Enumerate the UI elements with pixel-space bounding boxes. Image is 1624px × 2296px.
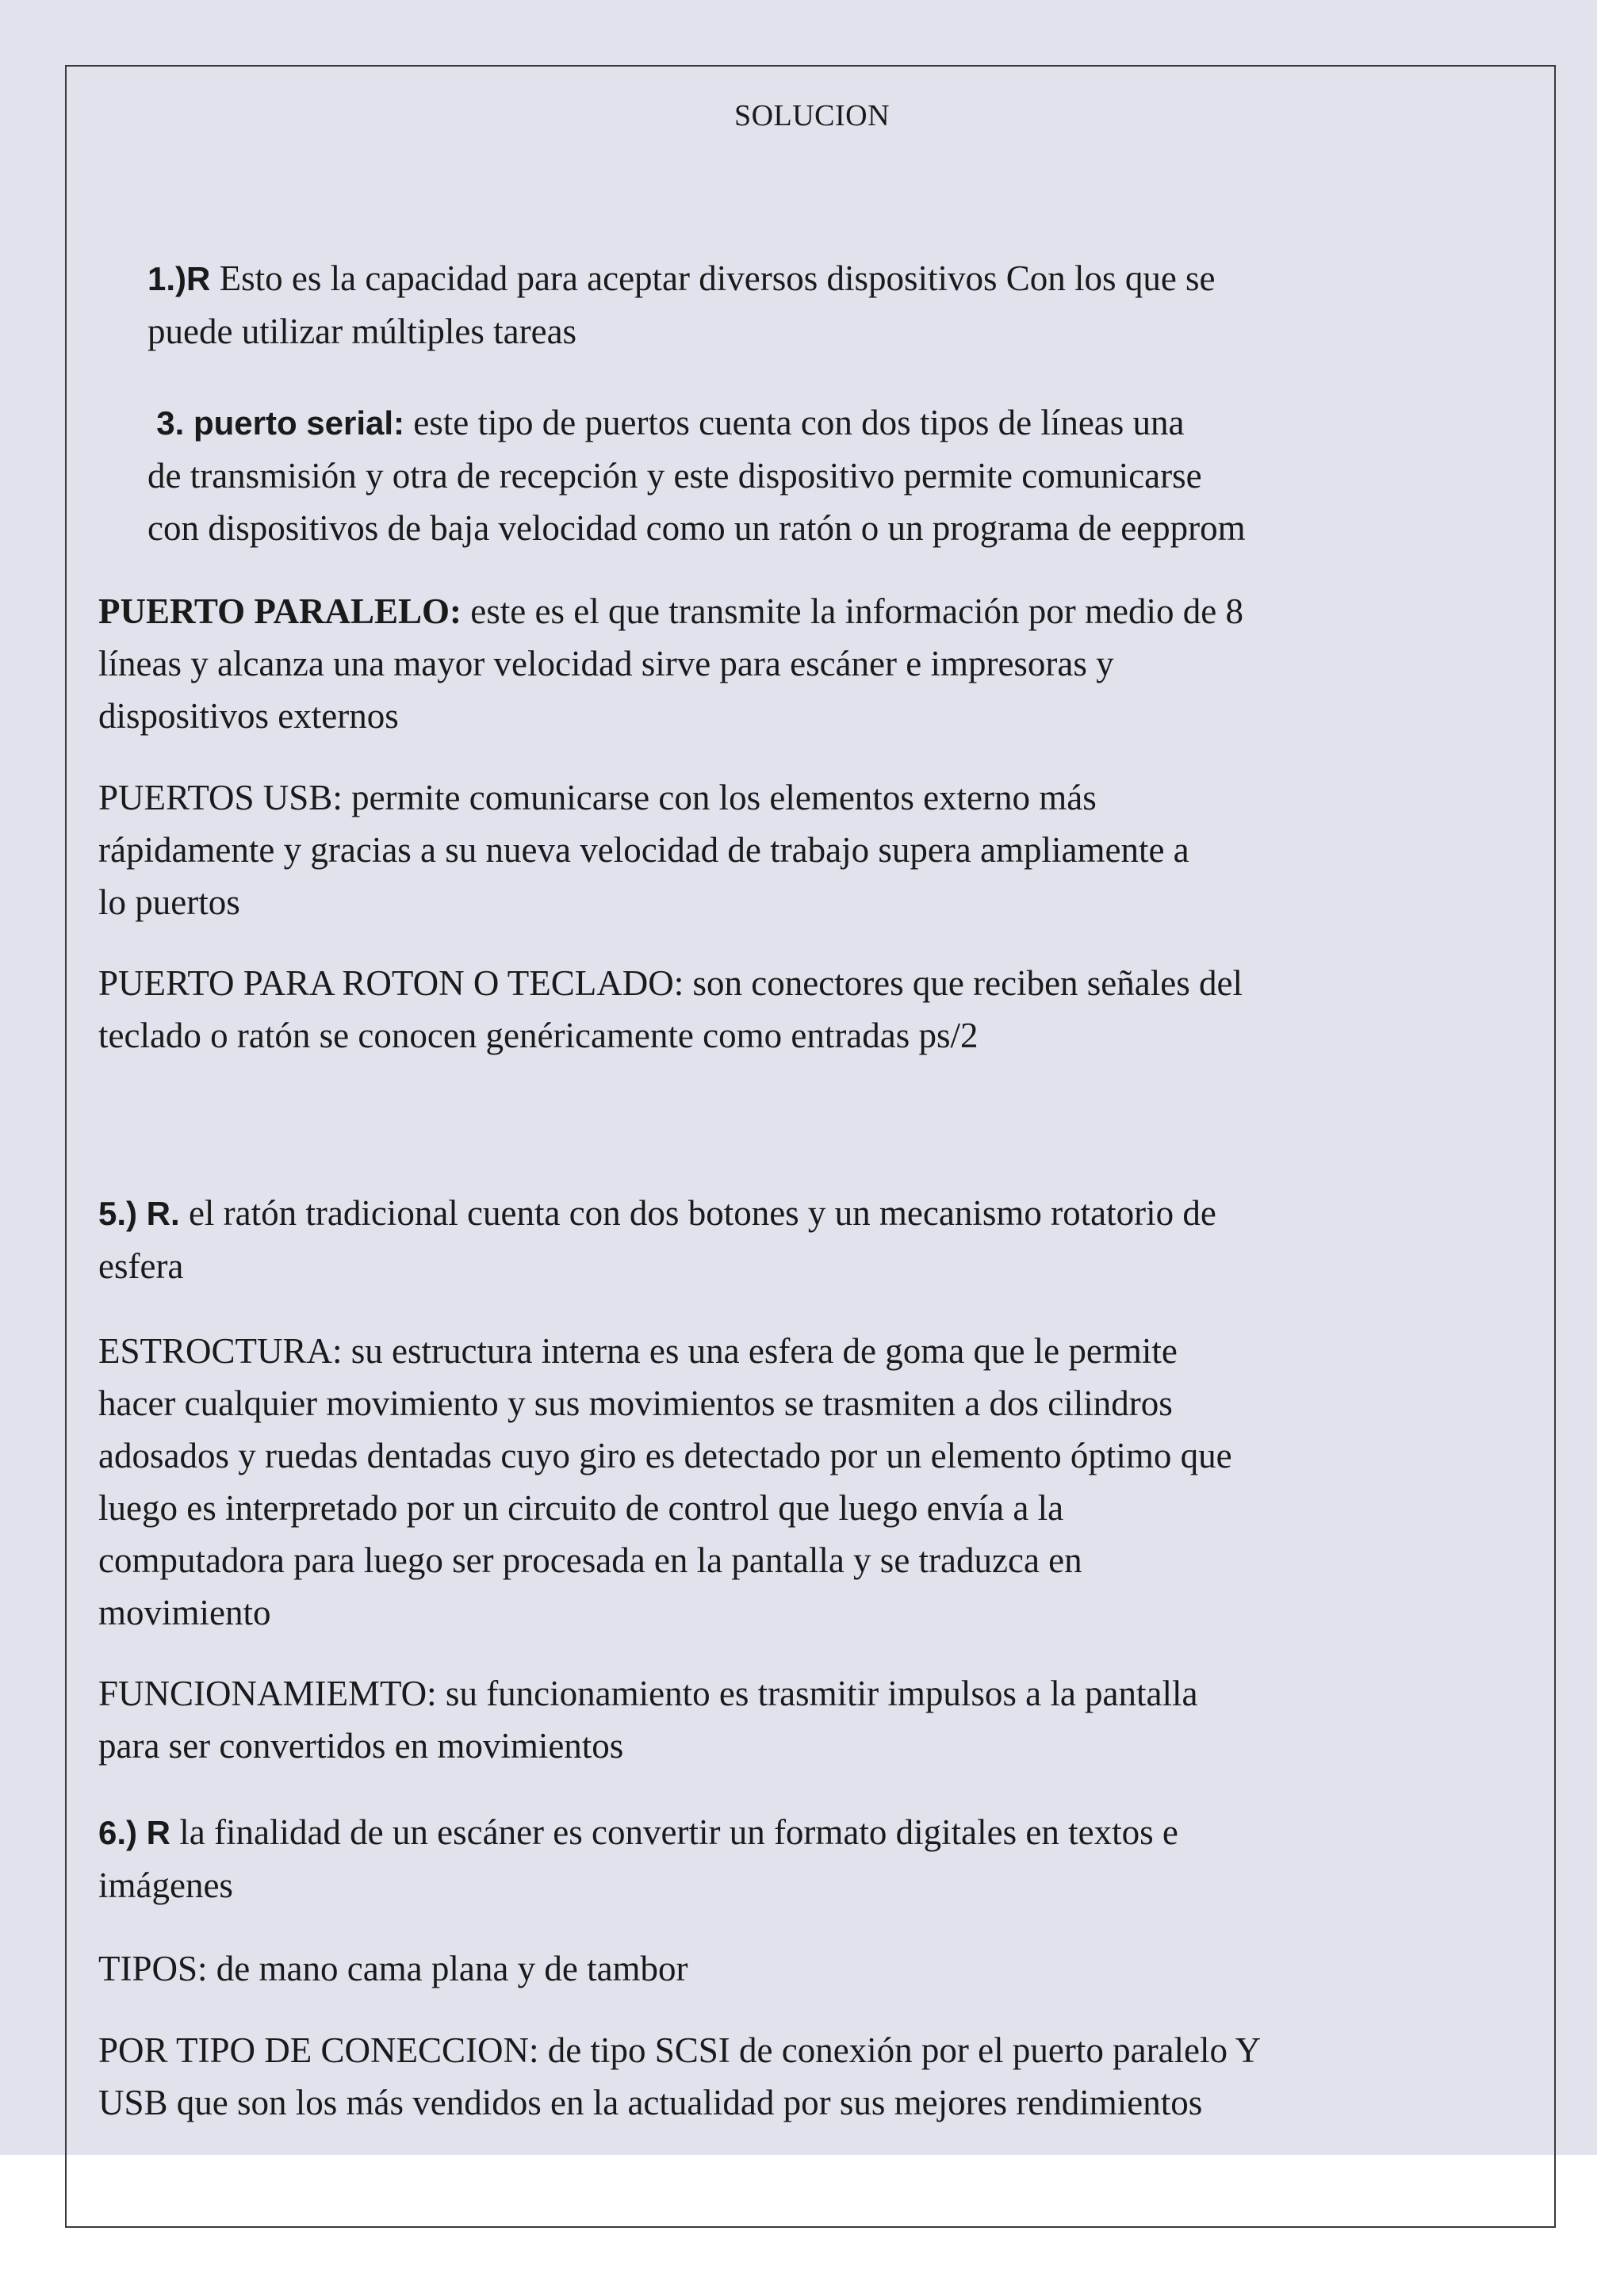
answer-6-label: 6.) R — [98, 1814, 171, 1851]
functioning-line-1: FUNCIONAMIEMTO: su funcionamiento es trasmitir impulsos a la pantalla — [98, 1674, 1198, 1713]
answer-1-paragraph — [147, 252, 1216, 358]
answer-5-label: 5.) R. — [98, 1195, 180, 1232]
answer-5-paragraph — [98, 1187, 1216, 1292]
types-line-1: TIPOS: de mano cama plana y de tambor — [98, 1949, 688, 1988]
parallel-port-line-3: dispositivos externos — [98, 696, 399, 736]
structure-line-3: adosados y ruedas dentadas cuyo giro es detectado por un elemento óptimo que — [98, 1436, 1232, 1475]
parallel-port-line-2: líneas y alcanza una mayor velocidad sirve para escáner e impresoras y — [98, 644, 1114, 683]
parallel-port-paragraph — [98, 585, 1243, 742]
serial-port-paragraph — [147, 396, 1246, 554]
mouse-keyboard-port-line-1: PUERTO PARA ROTON O TECLADO: son conectores que reciben señales del — [98, 963, 1243, 1003]
usb-port-paragraph — [98, 771, 1189, 928]
answer-6-paragraph — [98, 1806, 1178, 1911]
connection-type-line-2: USB que son los más vendidos en la actualidad por sus mejores rendimientos — [98, 2083, 1203, 2122]
mouse-keyboard-port-paragraph — [98, 957, 1243, 1062]
structure-line-2: hacer cualquier movimiento y sus movimientos se trasmiten a dos cilindros — [98, 1383, 1173, 1423]
answer-1-line-2: puede utilizar múltiples tareas — [147, 312, 577, 351]
types-paragraph — [98, 1942, 688, 1995]
answer-1-label: 1.)R — [147, 260, 211, 297]
mouse-keyboard-port-line-2: teclado o ratón se conocen genéricamente como entradas ps/2 — [98, 1016, 979, 1055]
usb-port-line-1: PUERTOS USB: permite comunicarse con los elementos externo más — [98, 778, 1097, 817]
answer-5-line-2: esfera — [98, 1246, 184, 1286]
usb-port-line-3: lo puertos — [98, 882, 240, 922]
structure-line-6: movimiento — [98, 1593, 271, 1632]
structure-paragraph — [98, 1325, 1232, 1639]
serial-port-line-3: con dispositivos de baja velocidad como un ratón o un programa de eepprom — [147, 508, 1246, 548]
connection-type-paragraph — [98, 2024, 1261, 2129]
answer-6-line-1: la finalidad de un escáner es convertir un formato digitales en textos e — [170, 1812, 1178, 1852]
parallel-port-line-1: este es el que transmite la información por medio de 8 — [462, 591, 1243, 631]
structure-line-1: ESTROCTURA: su estructura interna es una esfera de goma que le permite — [98, 1331, 1178, 1371]
answer-6-line-2: imágenes — [98, 1866, 233, 1905]
answer-5-line-1: el ratón tradicional cuenta con dos botones y un mecanismo rotatorio de — [179, 1193, 1216, 1233]
structure-line-4: luego es interpretado por un circuito de control que luego envía a la — [98, 1488, 1064, 1528]
functioning-line-2: para ser convertidos en movimientos — [98, 1726, 624, 1766]
functioning-paragraph — [98, 1667, 1197, 1772]
answer-1-line-1: Esto es la capacidad para aceptar diversos dispositivos Con los que se — [210, 258, 1216, 298]
parallel-port-label: PUERTO PARALELO: — [98, 591, 462, 631]
usb-port-line-2: rápidamente y gracias a su nueva velocidad de trabajo supera ampliamente a — [98, 830, 1189, 870]
document-title: SOLUCION — [733, 99, 891, 132]
structure-line-5: computadora para luego ser procesada en la pantalla y se traduzca en — [98, 1540, 1082, 1580]
connection-type-line-1: POR TIPO DE CONECCION: de tipo SCSI de conexión por el puerto paralelo Y — [98, 2030, 1262, 2070]
serial-port-line-2: de transmisión y otra de recepción y este dispositivo permite comunicarse — [147, 456, 1202, 496]
serial-port-label: 3. puerto serial: — [156, 404, 405, 442]
serial-port-line-1: este tipo de puertos cuenta con dos tipos de líneas una — [404, 403, 1185, 442]
